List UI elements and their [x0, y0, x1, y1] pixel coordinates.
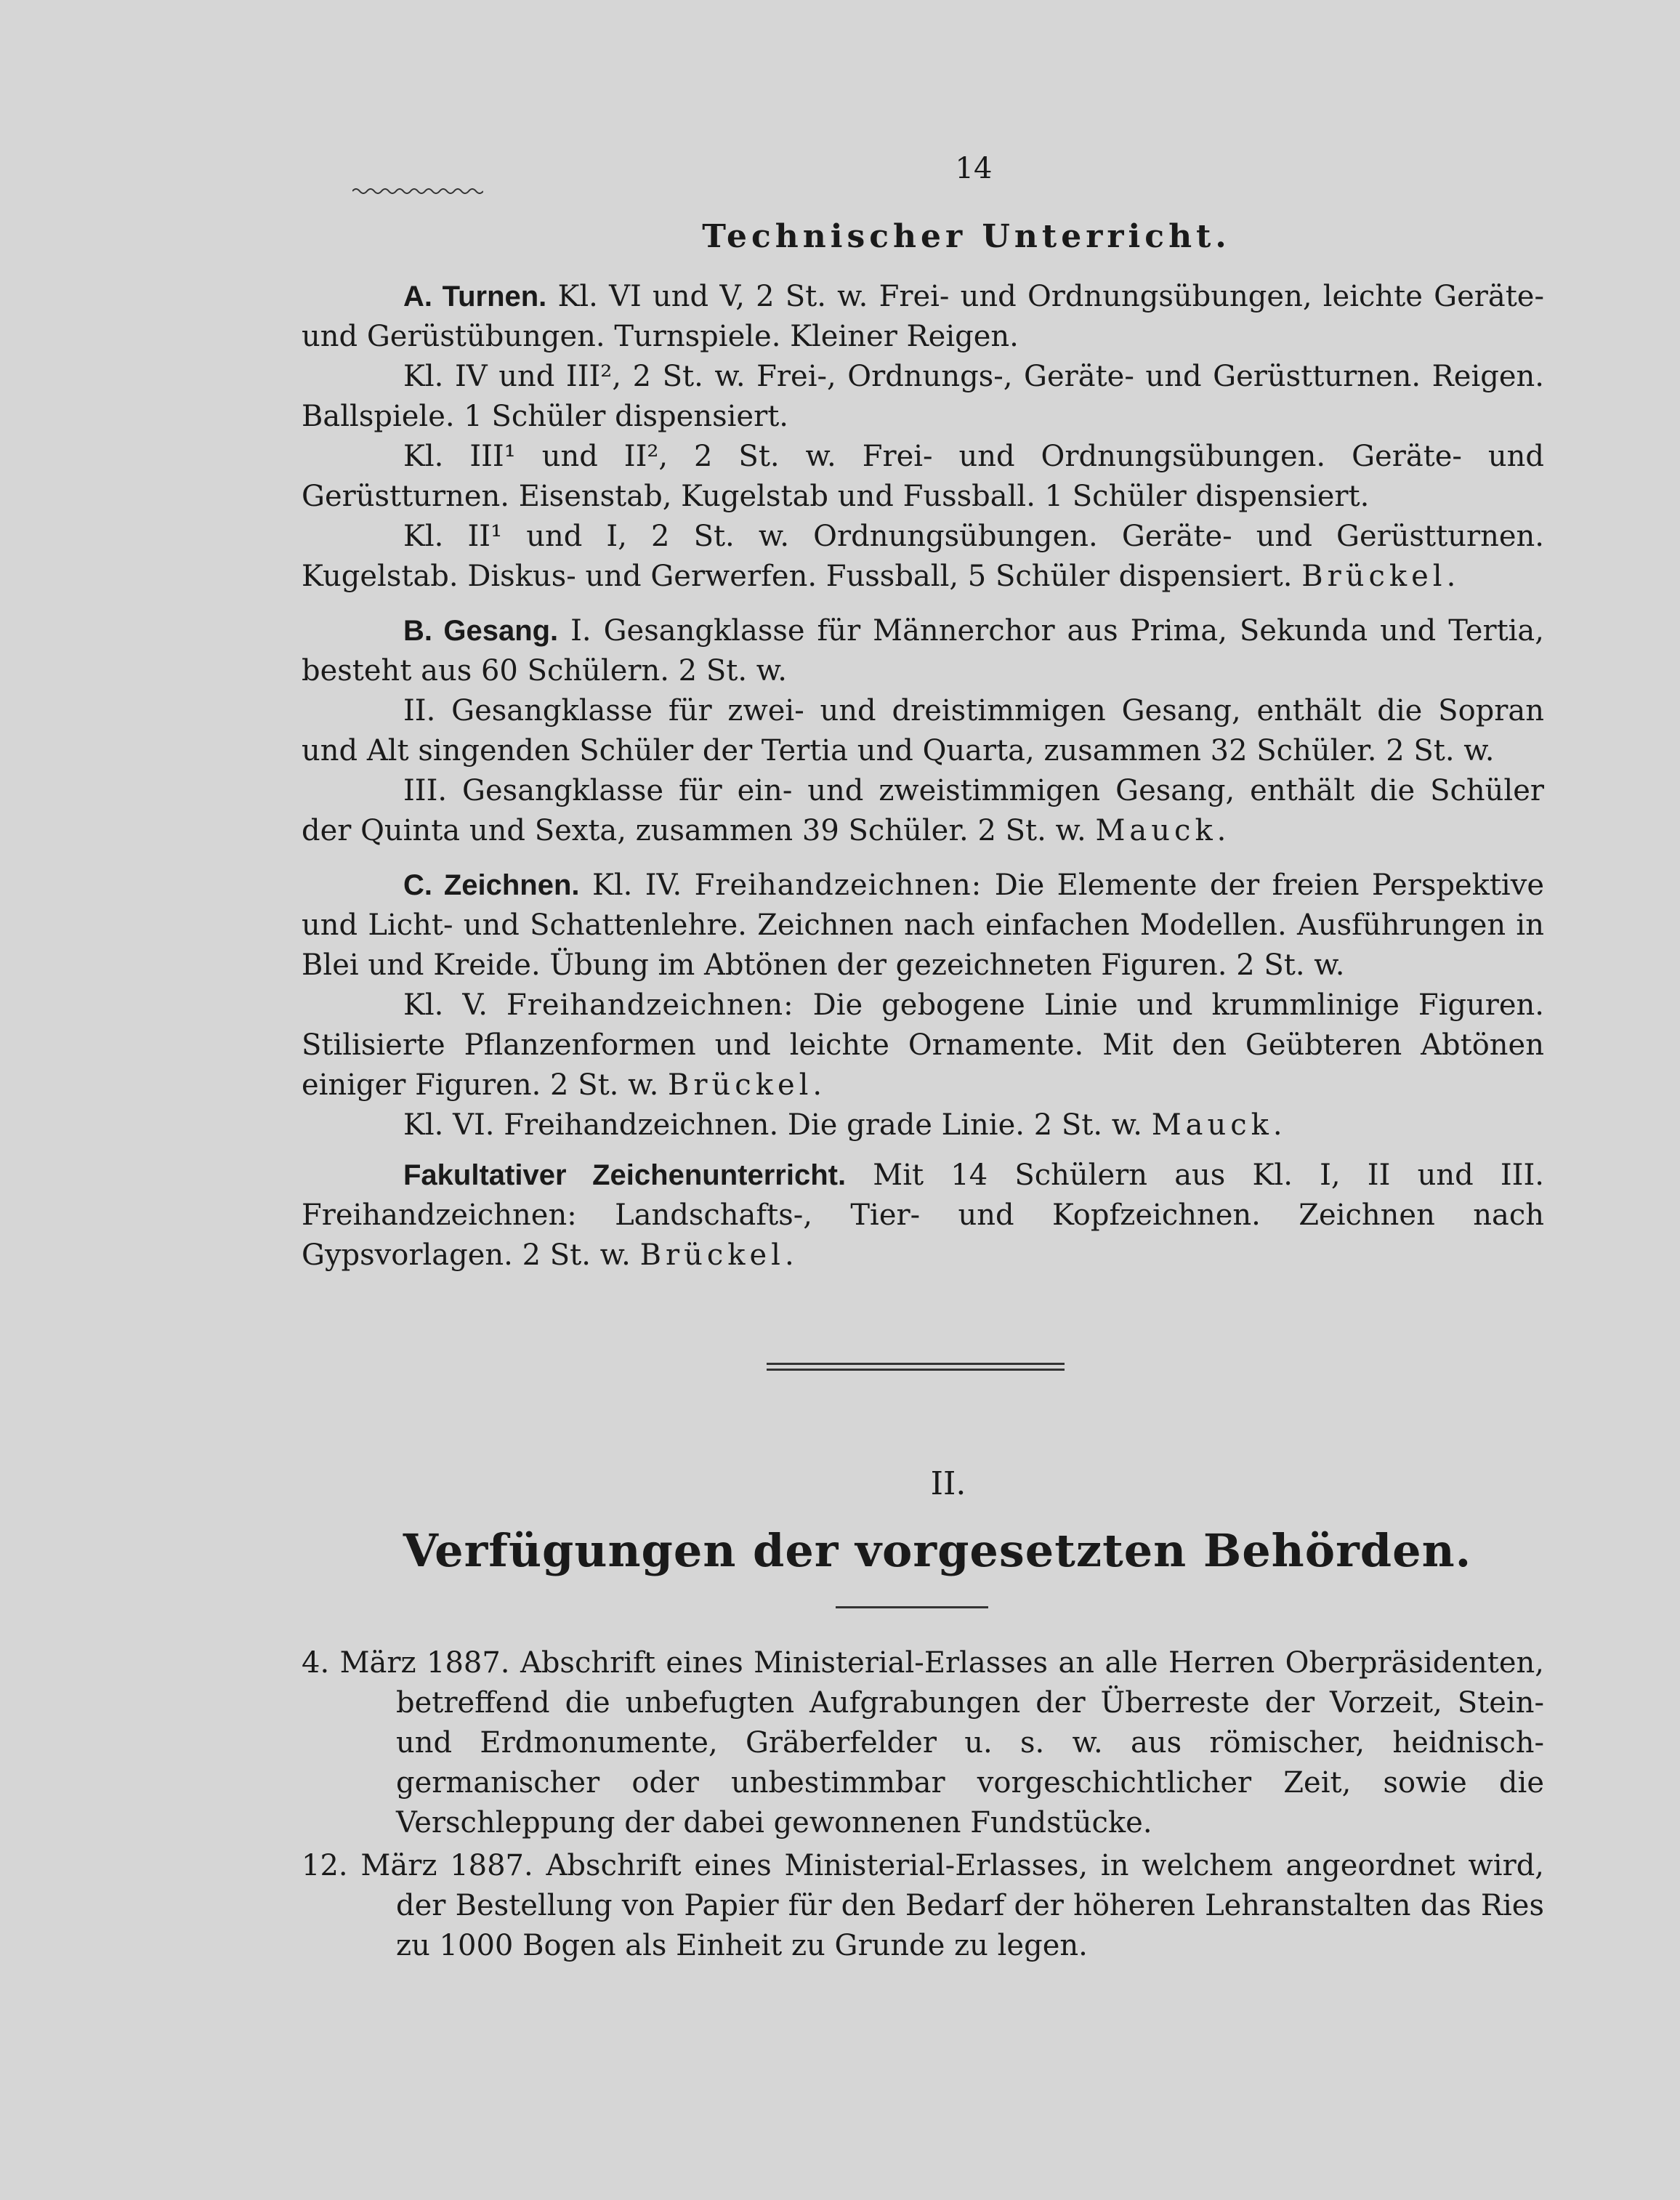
zeichnen-paragraph-2 — [302, 986, 1544, 1105]
decree-entry — [302, 1643, 1544, 1843]
gesang-paragraph-2: II. Gesangklasse für zwei- und dreistimmigen Gesang, enthält die Sopran und Alt singenden Schüler der Tertia und Quarta, zusammen 32 Schüler. 2 St. w. — [302, 694, 1544, 767]
gesang-paragraph-1 — [302, 611, 1544, 691]
turnen-teacher: Brückel. — [1301, 560, 1461, 593]
gesang-text-1: I. Gesangklasse für Männerchor aus Prima, Sekunda und Tertia, besteht aus 60 Schülern. 2 St. w. — [302, 614, 1544, 688]
gesang-section — [302, 611, 1544, 851]
zeichnen-text-2: Die gebogene Linie und krummlinige Figuren. Stilisierte Pflanzenformen und leichte Ornamente. Mit den Geübteren Abtönen einiger Figuren. 2 St. w. — [302, 988, 1545, 1102]
part-title: Verfügungen der vorgesetzten Behörden. — [403, 1524, 1472, 1577]
fakultativ-text-a: Mit 14 Schülern aus Kl. I, II und III. Freihandzeichnen: — [302, 1159, 1544, 1232]
page-number: 14 — [955, 152, 993, 185]
gesang-heading: B. Gesang. — [403, 615, 559, 647]
turnen-paragraph-1 — [302, 277, 1544, 357]
zeichnen-heading: C. Zeichnen. — [403, 869, 580, 901]
zeichnen-class-iv: Kl. IV. — [591, 869, 682, 902]
single-rule-divider — [836, 1606, 988, 1608]
zeichnen-paragraph-1 — [302, 866, 1544, 986]
fakultativ-section — [302, 1156, 1544, 1276]
fakultativ-paragraph — [302, 1156, 1544, 1276]
turnen-paragraph-4 — [302, 517, 1544, 597]
turnen-text-4: Kl. II¹ und I, 2 St. w. Ordnungsübungen. Geräte- und Gerüstturnen. Kugelstab. Diskus- und Gerwerfen. Fussball, 5 Schüler dispensiert. — [302, 520, 1544, 593]
decree-date: 4. März 1887. — [302, 1646, 510, 1680]
turnen-text-1: Kl. VI und V, 2 St. w. Frei- und Ordnungsübungen, leichte Geräte- und Gerüstübungen. Turnspiele. Kleiner Reigen. — [302, 280, 1544, 353]
page-content — [302, 153, 1544, 1966]
double-rule-divider — [767, 1363, 1065, 1371]
zeichnen-class-v: Kl. V. — [403, 988, 488, 1022]
turnen-section — [302, 277, 1544, 597]
zeichnen-freihand-iv: Freihandzeichnen: — [694, 869, 982, 902]
zeichnen-paragraph-3 — [302, 1105, 1544, 1145]
turnen-paragraph-3: Kl. III¹ und II², 2 St. w. Frei- und Ordnungsübungen. Geräte- und Gerüstturnen. Eisenstab, Kugelstab und Fussball. 1 Schüler dispensiert. — [302, 440, 1544, 513]
wavy-underline — [352, 186, 483, 196]
decree-text: Abschrift eines Ministerial-Erlasses, in welchem angeordnet wird, der Bestellung von Papier für den Bedarf der höheren Lehranstalten das Ries zu 1000 Bogen als Einheit zu Grunde zu legen. — [396, 1849, 1545, 1962]
section-title: Technischer Unterricht. — [702, 218, 1231, 255]
fakultativ-teacher: Brückel. — [639, 1238, 799, 1272]
turnen-heading: A. Turnen. — [403, 281, 547, 313]
zeichnen-freihand-v: Freihandzeichnen: — [506, 988, 794, 1022]
decree-entry — [302, 1846, 1544, 1966]
fakultativ-text-b: Landschafts-, Tier- und Kopfzeichnen. Zeichnen nach Gypsvorlagen. 2 St. w. — [302, 1198, 1544, 1272]
zeichnen-text-1: Die Elemente der freien Perspektive und Licht- und Schattenlehre. Zeichnen nach einfachen Modellen. Ausführungen in Blei und Kreide. Übung im Abtönen der gezeichneten Figuren. 2 St. w. — [302, 869, 1544, 982]
zeichnen-text-3: Kl. VI. Freihandzeichnen. Die grade Linie. 2 St. w. — [403, 1108, 1142, 1142]
zeichnen-teacher-3: Mauck. — [1151, 1108, 1287, 1142]
part-number: II. — [930, 1465, 966, 1502]
gesang-text-3: III. Gesangklasse für ein- und zweistimmigen Gesang, enthält die Schüler der Quinta und Sexta, zusammen 39 Schüler. 2 St. w. — [302, 774, 1544, 847]
decrees-list — [302, 1643, 1544, 1966]
gesang-paragraph-3 — [302, 771, 1544, 851]
gesang-teacher: Mauck. — [1095, 814, 1231, 847]
decree-text: Abschrift eines Ministerial-Erlasses an alle Herren Oberpräsidenten, betreffend die unbefugten Aufgrabungen der Überreste der Vorzeit, Stein- und Erdmonumente, Gräberfelder u. s. w. aus römischer, heidnisch-germanischer oder unbestimmbar vorgeschichtlicher Zeit, sowie die Verschleppung der dabei gewonnenen Fundstücke. — [396, 1646, 1544, 1840]
zeichnen-section — [302, 866, 1544, 1145]
fakultativ-heading: Fakultativer Zeichenunterricht. — [403, 1159, 847, 1191]
decree-date: 12. März 1887. — [302, 1849, 533, 1882]
turnen-paragraph-2: Kl. IV und III², 2 St. w. Frei-, Ordnungs-, Geräte- und Gerüstturnen. Reigen. Ballspiele. 1 Schüler dispensiert. — [302, 360, 1544, 433]
zeichnen-teacher-2: Brückel. — [668, 1068, 827, 1102]
